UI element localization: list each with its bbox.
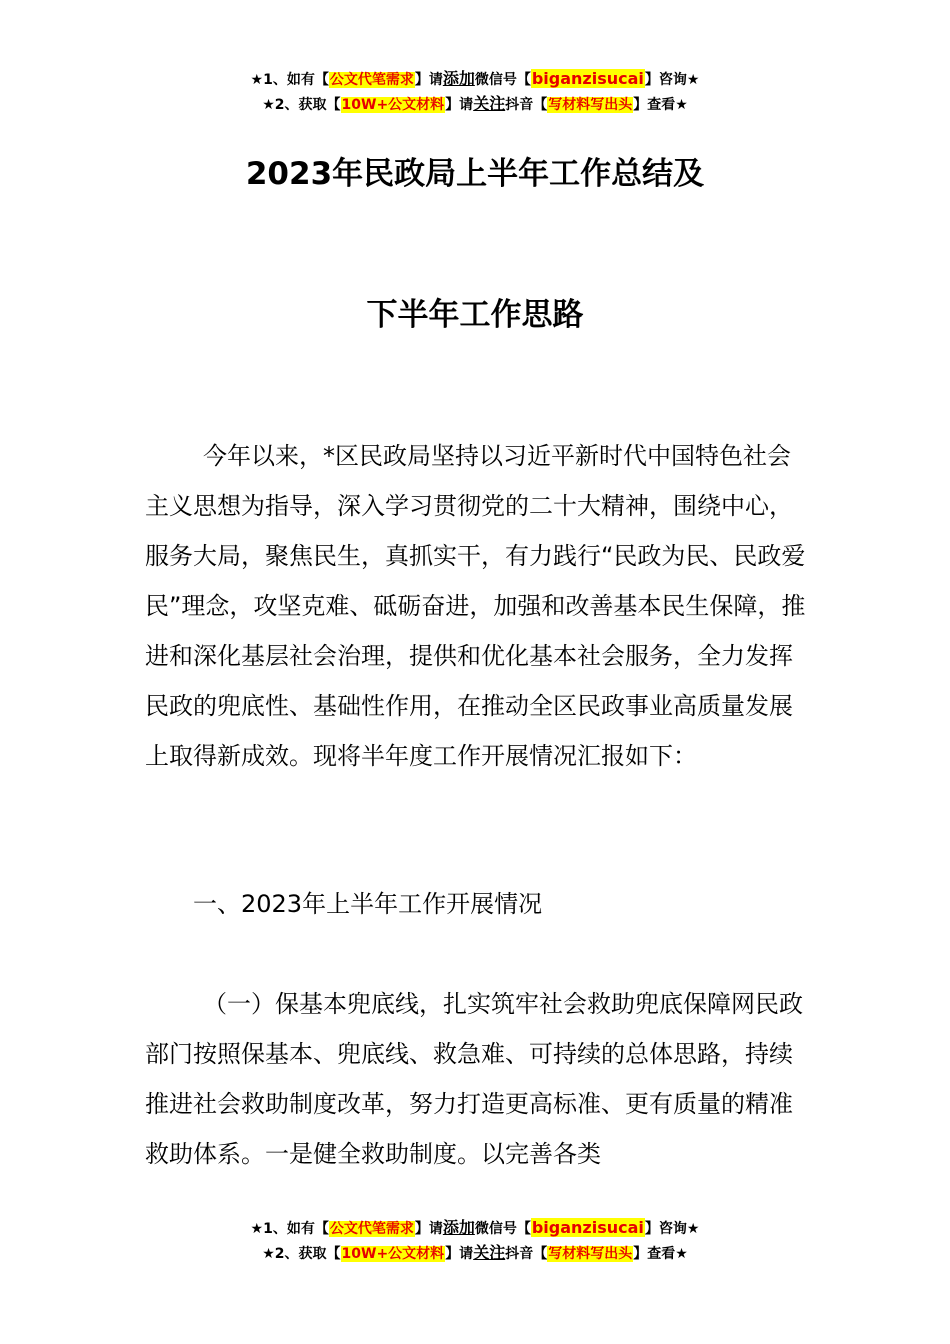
banner-line-2 [0,1241,950,1266]
banner-text: 】咨询★ [644,72,700,88]
banner-text: 抖音【 [505,1246,548,1262]
banner-text: 】查看★ [633,1246,688,1262]
banner-text: ★1、如有【 [250,72,329,88]
banner-line-1 [0,1216,950,1241]
document-title-line-2: 下半年工作思路 [366,297,584,333]
banner-highlight: 公文代笔需求 [329,72,414,88]
banner-text: 】请 [445,97,474,113]
intro-text: 今年以来，*区民政局坚持以习近平新时代中国特色社会主义思想为指导，深入学习贯彻党的二十大精神，围绕中心，服务大局，聚焦民生，真抓实干，有力践行“民政为民、民政爱民”理念，攻坚克难、砥砺奋进，加强和改善基本民生保障，推进和深化基层社会治理，提供和优化基本社会服务，全力发挥民政的兜底性、基础性作用，在推动全区民政事业高质量发展上取得新成效。现将半年度工作开展情况汇报如下： [145,442,806,770]
banner-underline: 添加 [442,1218,475,1237]
banner-highlight: biganzisucai [531,69,644,88]
banner-highlight: 公文代笔需求 [329,1221,414,1237]
banner-text: 】查看★ [633,97,688,113]
subsection-paragraph [145,979,807,1179]
banner-text: 】请 [414,1221,443,1237]
banner-text: 微信号【 [474,1221,531,1237]
banner-highlight: 写材料写出头 [548,97,633,113]
document-title-line-1: 2023年民政局上半年工作总结及 [245,156,705,192]
banner-line-2 [0,92,950,117]
banner-underline: 添加 [442,69,475,88]
banner-highlight: biganzisucai [531,1218,644,1237]
banner-highlight: 10W+公文材料 [341,1246,445,1262]
banner-line-1 [0,67,950,92]
banner-underline: 关注 [473,1243,506,1262]
subsection-text: （一）保基本兜底线，扎实筑牢社会救助兜底保障网民政部门按照保基本、兜底线、救急难、可持续的总体思路，持续推进社会救助制度改革，努力打造更高标准、更有质量的精准救助体系。一是健全救助制度。以完善各类 [145,990,803,1168]
footer-banner [0,1216,950,1266]
banner-text: 抖音【 [505,97,548,113]
banner-underline: 关注 [473,94,506,113]
banner-text: ★2、获取【 [262,97,341,113]
banner-text: ★2、获取【 [262,1246,341,1262]
intro-paragraph [145,431,807,781]
banner-text: ★1、如有【 [250,1221,329,1237]
banner-text: 】咨询★ [644,1221,700,1237]
header-banner [0,67,950,117]
banner-highlight: 10W+公文材料 [341,97,445,113]
banner-highlight: 写材料写出头 [548,1246,633,1262]
section-heading: 一、2023年上半年工作开展情况 [193,890,543,918]
banner-text: 微信号【 [474,72,531,88]
banner-text: 】请 [414,72,443,88]
banner-text: 】请 [445,1246,474,1262]
